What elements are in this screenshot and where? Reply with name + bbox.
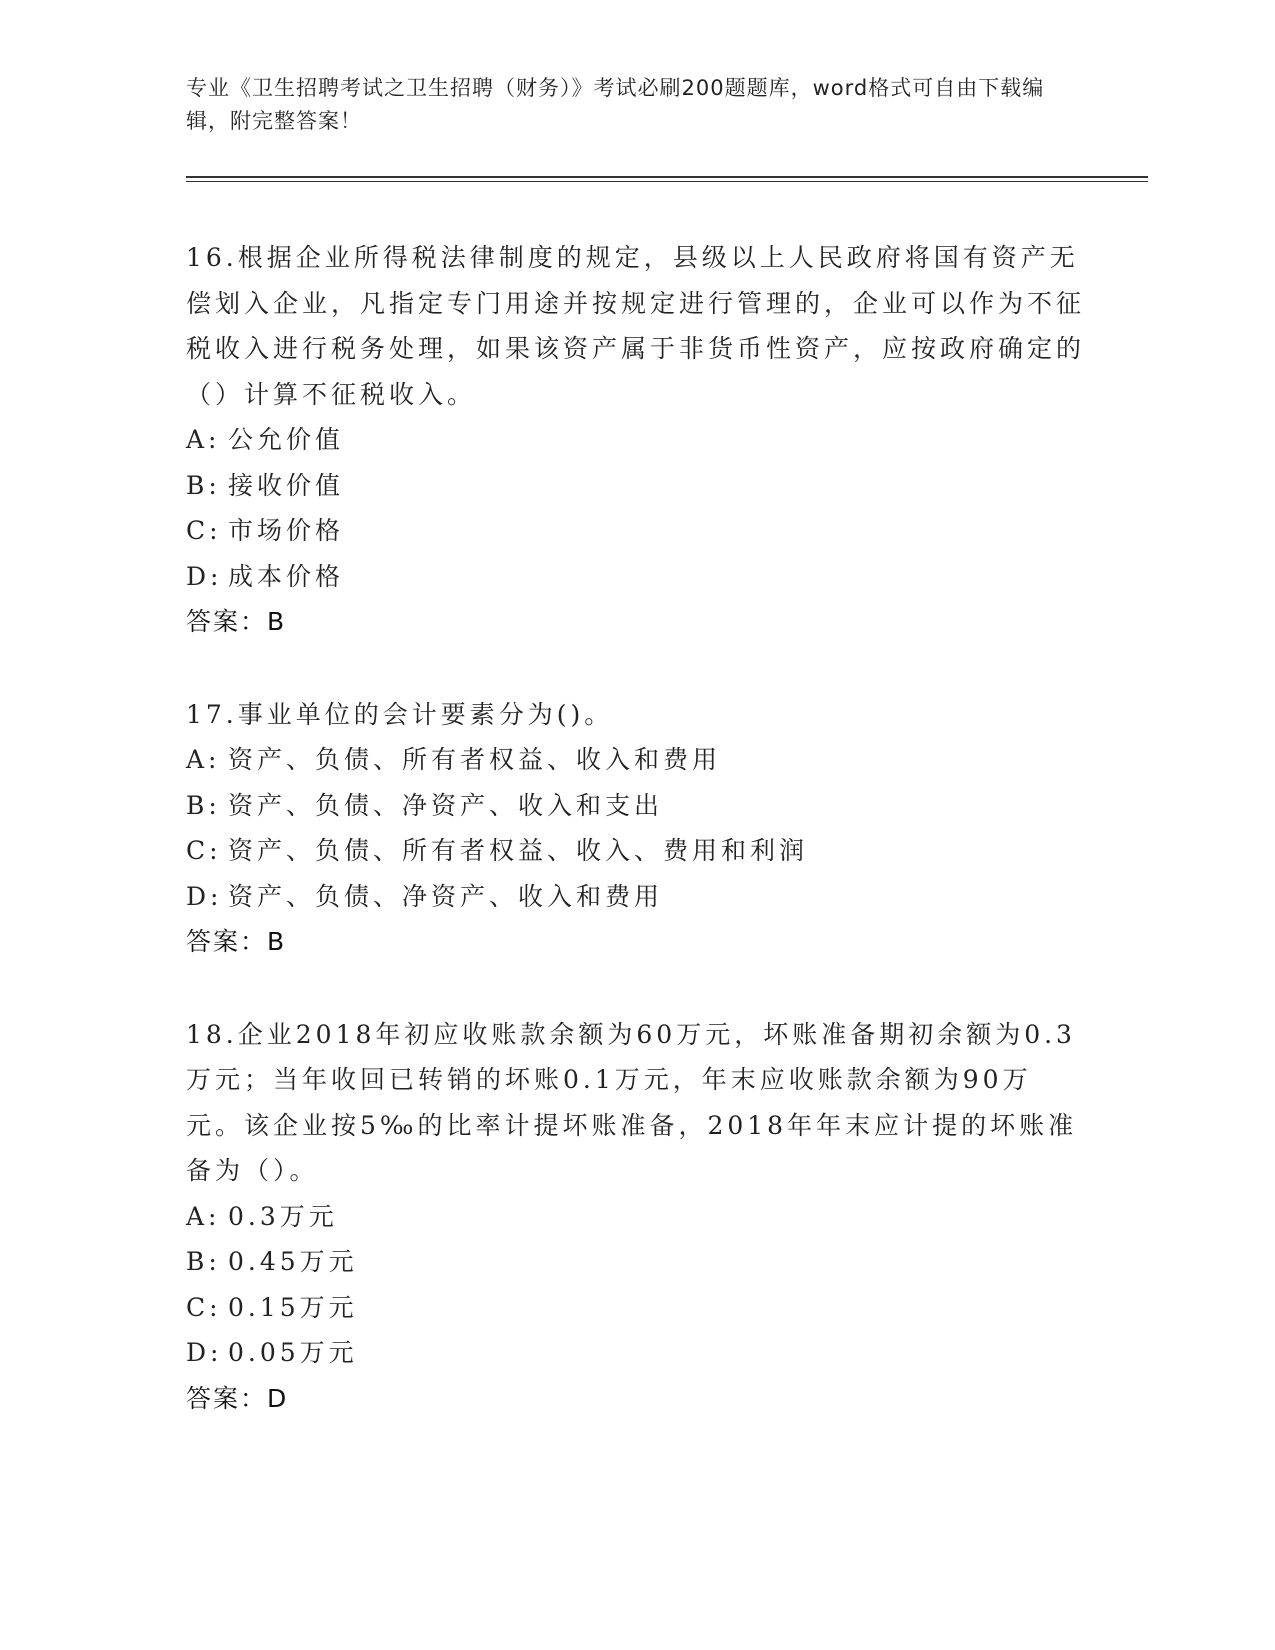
option-a (186, 737, 1086, 783)
option-key: C: (186, 1292, 222, 1322)
option-c (186, 1285, 1086, 1331)
option-key: B: (186, 1247, 221, 1276)
option-c (186, 828, 1086, 874)
option-key: C: (186, 516, 222, 545)
question-stem: 16.根据企业所得税法律制度的规定，县级以上人民政府将国有资产无偿划入企业，凡指定专门用途并按规定进行管理的，企业可以作为不征税收入进行税务处理，如果该资产属于非货币性资产，应按政府确定的（）计算不征税收入。 (186, 243, 1086, 409)
option-text: 0.15万元 (228, 1292, 358, 1322)
question-stem: 18.企业2018年初应收账款余额为60万元，坏账准备期初余额为0.3万元；当年收回已转销的坏账0.1万元，年末应收账款余额为90万元。该企业按5‰的比率计提坏账准备，2018年年末应计提的坏账准备为（）。 (186, 1019, 1078, 1185)
option-text: 成本价格 (228, 561, 345, 591)
option-a (186, 1194, 1086, 1240)
option-text: 资产、负债、净资产、收入和费用 (228, 881, 664, 911)
option-key: A: (186, 425, 221, 454)
option-key: A: (186, 1201, 221, 1231)
option-text: 接收价值 (228, 470, 345, 500)
option-text: 公允价值 (228, 425, 345, 454)
option-key: D: (186, 561, 223, 591)
option-text: 0.45万元 (228, 1247, 358, 1276)
question-16 (186, 235, 1086, 645)
answer-line: 答案：B (186, 927, 287, 956)
answer-line: 答案：B (186, 607, 287, 636)
document-intro: 专业《卫生招聘考试之卫生招聘（财务）》考试必刷200题题库，word格式可自由下载编辑，附完整答案！ (186, 76, 1045, 133)
question-stem: 17.事业单位的会计要素分为()。 (186, 699, 614, 729)
option-b (186, 463, 1086, 509)
option-key: A: (186, 745, 221, 774)
option-key: D: (186, 1338, 223, 1367)
option-a (186, 417, 1086, 463)
option-key: D: (186, 881, 223, 911)
question-list (186, 235, 1086, 1468)
option-key: C: (186, 836, 222, 865)
option-d (186, 554, 1086, 600)
option-d (186, 874, 1086, 920)
question-17 (186, 692, 1086, 965)
option-text: 资产、负债、所有者权益、收入和费用 (228, 745, 722, 774)
option-key: B: (186, 790, 221, 820)
option-list (186, 417, 1086, 599)
option-text: 资产、负债、所有者权益、收入、费用和利润 (228, 836, 809, 865)
option-list (186, 737, 1086, 919)
option-b (186, 783, 1086, 829)
option-text: 资产、负债、净资产、收入和支出 (228, 790, 664, 820)
option-c (186, 508, 1086, 554)
option-b (186, 1239, 1086, 1285)
answer-line: 答案：D (186, 1383, 289, 1413)
option-key: B: (186, 470, 221, 500)
option-text: 0.05万元 (228, 1338, 358, 1367)
question-18 (186, 1012, 1086, 1422)
option-list (186, 1194, 1086, 1376)
option-text: 0.3万元 (228, 1201, 338, 1231)
header-divider-thin (186, 181, 1148, 182)
option-text: 市场价格 (228, 516, 345, 545)
option-d (186, 1330, 1086, 1376)
header-divider (186, 176, 1148, 178)
